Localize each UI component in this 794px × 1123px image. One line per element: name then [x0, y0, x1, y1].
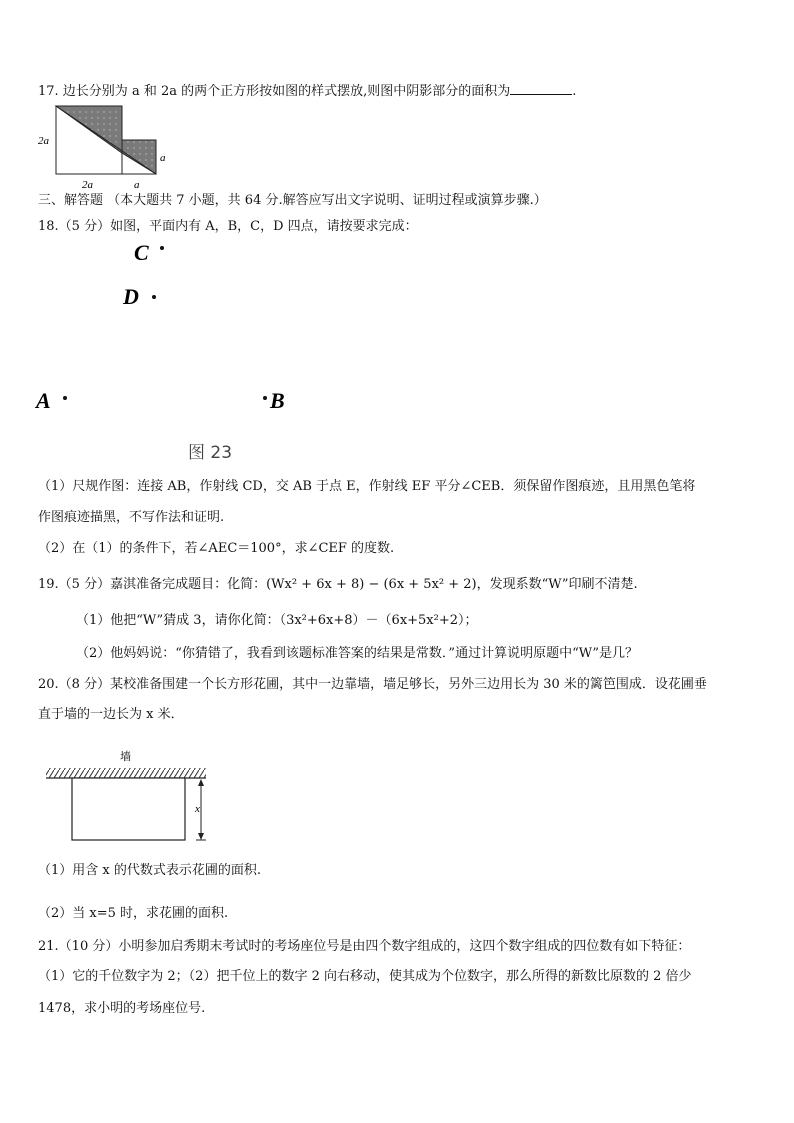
point-c-label: C — [134, 240, 149, 265]
point-d-dot — [152, 295, 156, 299]
wall-hatch — [46, 768, 206, 778]
point-c-dot — [160, 246, 164, 250]
wall-label: 墙 — [120, 750, 131, 763]
point-a-dot — [63, 396, 67, 400]
q18-figure — [30, 236, 290, 468]
q21-line2: （1）它的千位数字为 2；（2）把千位上的数字 2 向右移动，使其成为个位数字，那么所得的新数比原数的 2 倍少 — [38, 969, 692, 984]
q20-line1: 20.（8 分）某校准备围建一个长方形花圃，其中一边靠墙，墙足够长，另外三边用长为 30 米的篱笆围成．设花圃垂 — [38, 677, 707, 692]
q17-text: 17. 边长分别为 a 和 2a 的两个正方形按如图的样式摆放,则图中阴影部分的面积为 . — [38, 84, 577, 99]
label-2a-bottom: 2a — [82, 179, 93, 191]
label-a-bottom: a — [134, 179, 140, 191]
point-a-label: A — [36, 388, 51, 413]
answer-blank — [510, 82, 572, 95]
section-title: 三、解答题 （本大题共 7 小题，共 64 分.解答应写出文字说明、证明过程或演算步骤.） — [38, 193, 547, 208]
q20-part2: （2）当 x=5 时，求花圃的面积. — [38, 906, 229, 921]
q18-part1-line2: 作图痕迹描黑，不写作法和证明. — [38, 510, 225, 525]
q18-header: 18.（5 分）如图，平面内有 A，B，C，D 四点，请按要求完成： — [38, 219, 418, 234]
point-b-label: B — [270, 388, 285, 413]
q20-figure — [44, 746, 214, 848]
q17-figure — [36, 104, 171, 190]
side-x-label: x — [195, 803, 200, 815]
q20-line2: 直于墙的一边长为 x 米． — [38, 707, 184, 722]
point-d-label: D — [123, 284, 139, 309]
q18-part2: （2）在（1）的条件下，若∠AEC＝100°，求∠CEF 的度数. — [38, 541, 395, 556]
q19-part2: （2）他妈妈说：“你猜错了，我看到该题标准答案的结果是常数．”通过计算说明原题中“W”是几？ — [76, 646, 638, 661]
q18-part1-line1: （1）尺规作图：连接 AB，作射线 CD，交 AB 于点 E，作射线 EF 平分∠CEB．须保留作图痕迹，且用黑色笔将 — [38, 479, 696, 494]
q21-line1: 21.（10 分）小明参加启秀期末考试时的考场座位号是由四个数字组成的，这四个数字组成的四位数有如下特征： — [38, 939, 691, 954]
q20-part1: （1）用含 x 的代数式表示花圃的面积. — [38, 863, 261, 878]
garden-rect — [72, 778, 185, 840]
q21-line3: 1478，求小明的考场座位号. — [38, 1001, 206, 1016]
point-b-dot — [263, 396, 267, 400]
label-2a-left: 2a — [38, 135, 49, 147]
label-a-right: a — [160, 152, 166, 164]
q19-header: 19.（5 分）嘉淇准备完成题目：化简：(Wx² + 6x + 8) − (6x + 5x² + 2)，发现系数“W”印刷不清楚. — [38, 577, 638, 592]
figure-caption: 图 23 — [188, 443, 233, 463]
q19-part1: （1）他把“W”猜成 3，请你化简：（3x²+6x+8）－（6x+5x²+2）； — [76, 613, 478, 628]
